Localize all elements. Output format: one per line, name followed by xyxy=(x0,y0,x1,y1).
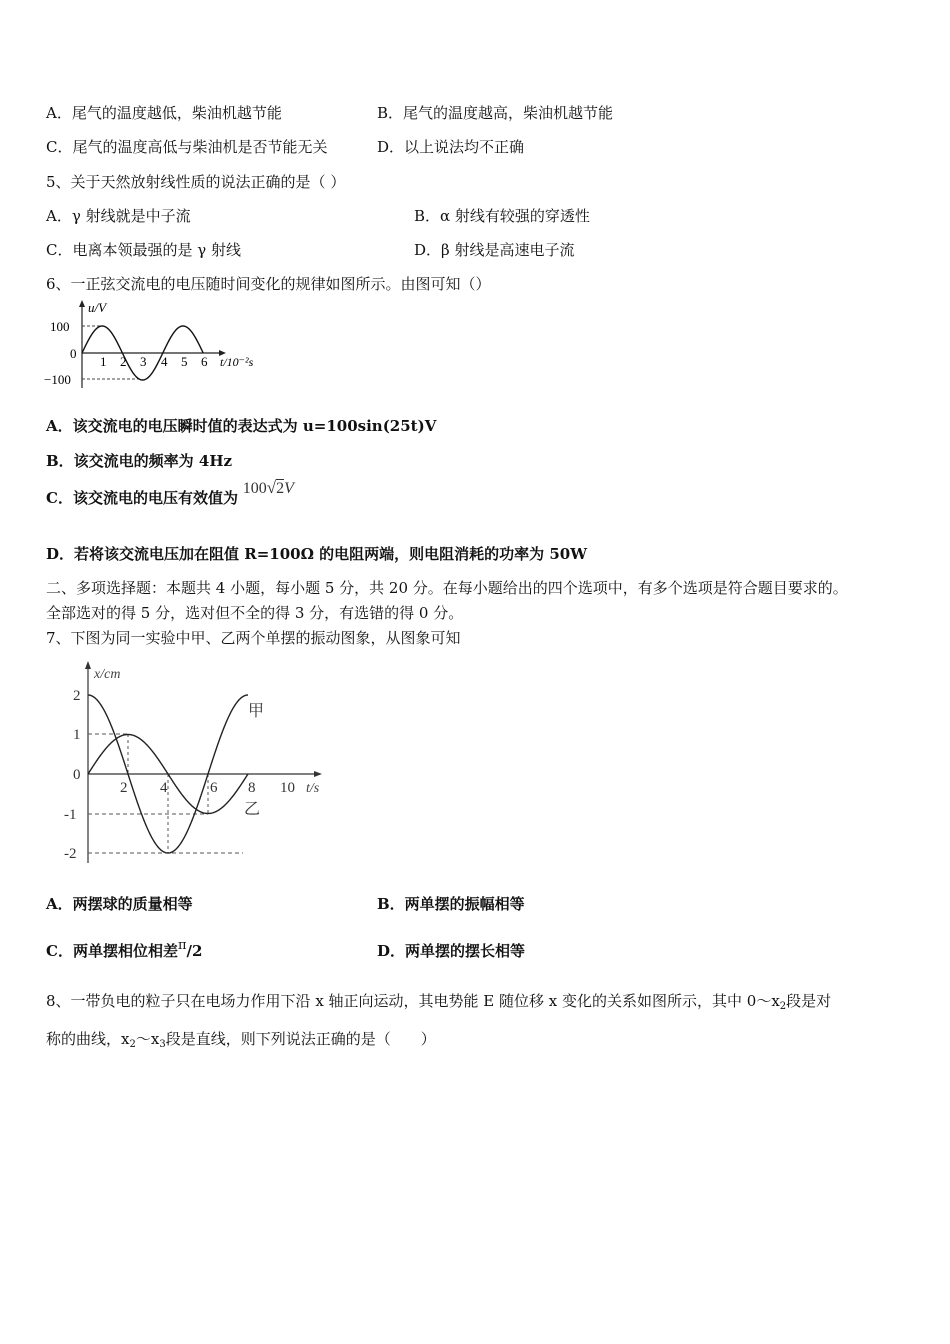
q7-pendulum-graph xyxy=(58,658,338,868)
q6-option-c-text: C．该交流电的电压有效值为 xyxy=(46,489,238,507)
q7-x-arrow xyxy=(314,771,322,777)
q5-option-c: C．电离本领最强的是 γ 射线 xyxy=(46,241,241,259)
q4-option-a: A．尾气的温度越低，柴油机越节能 xyxy=(46,104,282,122)
q7-y-tick-0: 0 xyxy=(73,767,81,783)
q7-x-tick-4: 4 xyxy=(160,780,168,796)
q7-x-tick-8: 8 xyxy=(248,780,256,796)
q6-formula-coefficient: 100 xyxy=(242,480,267,497)
q7-y-arrow xyxy=(85,661,91,669)
q8-stem-line1: 8、一带负电的粒子只在电场力作用下沿 x 轴正向运动，其电势能 E 随位移 x 变化的关系如图所示，其中 $0\sim x_2$段是对 xyxy=(46,992,832,1012)
q4-option-b: B．尾气的温度越高，柴油机越节能 xyxy=(377,104,614,122)
q4-option-d: D．以上说法均不正确 xyxy=(377,138,525,156)
q6-y-tick-100: 100 xyxy=(50,319,70,334)
q6-option-c-formula xyxy=(243,480,294,497)
q5-option-a: A．γ 射线就是中子流 xyxy=(46,207,191,225)
q7-y-tick-2: 2 xyxy=(73,688,81,704)
q6-y-arrow xyxy=(79,300,85,307)
q7-label-jia: 甲 xyxy=(248,703,265,720)
q6-formula-radicand: 2 xyxy=(276,480,285,497)
section2-intro-line1: 二、多项选择题：本题共 4 小题，每小题 5 分，共 20 分。在每小题给出的四个选项中，有多个选项是符合题目要求的。 xyxy=(46,579,848,597)
q7-y-label: x/cm xyxy=(94,667,121,682)
q6-x-tick-6: 6 xyxy=(201,354,208,369)
q6-y-tick-0: 0 xyxy=(70,346,77,361)
q6-x-label: t/10⁻²s xyxy=(220,355,254,369)
q6-stem: 6、一正弦交流电的电压随时间变化的规律如图所示。由图可知（） xyxy=(46,275,491,293)
q6-x-tick-2: 2 xyxy=(120,354,127,369)
q6-ac-voltage-graph xyxy=(44,298,274,390)
q6-x-tick-3: 3 xyxy=(140,354,147,369)
section2-intro-line2: 全部选对的得 5 分，选对但不全的得 3 分，有选错的得 0 分。 xyxy=(46,604,464,622)
q7-x-label: t/s xyxy=(306,781,320,796)
q7-y-tick-1: 1 xyxy=(73,727,81,743)
q6-x-tick-1: 1 xyxy=(100,354,107,369)
q8-stem-line2: 称的曲线，$x_2\sim x_3$段是直线，则下列说法正确的是（ ） xyxy=(46,1030,436,1050)
q6-formula-unit: V xyxy=(284,480,294,497)
q6-option-a: A．该交流电的电压瞬时值的表达式为 u=100sin(25t)V xyxy=(46,417,437,435)
q7-option-d: D．两单摆的摆长相等 xyxy=(377,942,526,960)
q7-x-tick-10: 10 xyxy=(280,780,295,796)
q7-option-b: B．两单摆的振幅相等 xyxy=(377,895,525,913)
q6-option-b: B．该交流电的频率为 4Hz xyxy=(46,452,233,470)
q7-y-tick-neg2: -2 xyxy=(64,846,77,862)
q5-option-b: B．α 射线有较强的穿透性 xyxy=(414,207,590,225)
q7-option-c xyxy=(46,940,202,961)
q6-y-tick-neg100: −100 xyxy=(44,372,71,387)
q6-x-tick-5: 5 xyxy=(181,354,188,369)
q6-option-d: D．若将该交流电压加在阻值 R=100Ω 的电阻两端，则电阻消耗的功率为 50W xyxy=(46,545,588,563)
q7-y-tick-neg1: -1 xyxy=(64,807,77,823)
q6-x-tick-4: 4 xyxy=(161,354,168,369)
sqrt-icon: √ xyxy=(266,478,277,497)
q6-y-label: u/V xyxy=(88,300,107,315)
q5-option-d: D．β 射线是高速电子流 xyxy=(414,241,575,259)
q7-x-tick-2: 2 xyxy=(120,780,128,796)
q7-label-yi: 乙 xyxy=(244,801,261,818)
q6-option-c xyxy=(46,478,294,508)
q7-option-a: A．两摆球的质量相等 xyxy=(46,895,193,913)
q7-option-c-fraction: /2 xyxy=(186,942,203,960)
q4-option-c: C．尾气的温度高低与柴油机是否节能无关 xyxy=(46,138,328,156)
q7-stem: 7、下图为同一实验中甲、乙两个单摆的振动图象，从图象可知 xyxy=(46,629,461,647)
q5-stem: 5、关于天然放射线性质的说法正确的是（ ） xyxy=(46,173,346,191)
q7-x-tick-6: 6 xyxy=(210,780,218,796)
pi-symbol: π xyxy=(177,938,187,953)
q7-option-c-text: C．两单摆相位相差 xyxy=(46,942,178,960)
